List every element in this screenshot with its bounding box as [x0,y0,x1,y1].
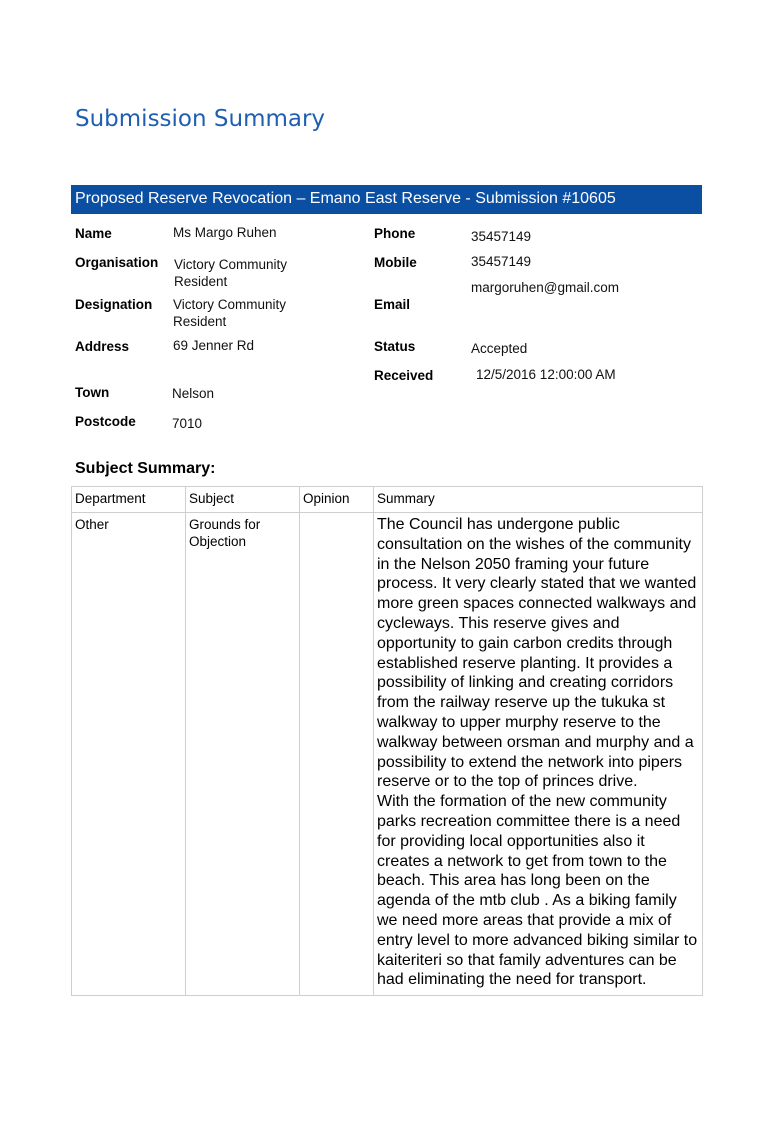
mobile-label: Mobile [374,255,417,270]
town-value: Nelson [172,386,215,401]
column-header-opinion: Opinion [300,487,374,513]
phone-label: Phone [374,226,416,241]
subject-cell: Grounds for Objection [186,513,300,996]
town-label: Town [75,385,110,400]
table-row [72,513,703,996]
status-value: Accepted [471,341,528,356]
subject-summary-table [71,486,703,996]
summary-paragraph-1: The Council has undergone public consultation on the wishes of the community in the Nelson 2050 framing your future process. It very clearly stated that we wanted more green spaces connected walkways and cycleways. This reserve gives and opportunity to gain carbon credits through established reserve planting. It provides a possibility of linking and creating corridors from the railway reserve up the tukuka st walkway to upper murphy reserve to the walkway between orsman and murphy and a possibility to extend the network into pipers reserve or to the top of princes drive. [377,516,697,791]
postcode-value: 7010 [172,416,203,431]
name-label: Name [75,226,112,241]
address-value: 69 Jenner Rd [173,338,255,353]
postcode-label: Postcode [75,414,136,429]
received-value: 12/5/2016 12:00:00 AM [476,367,616,382]
email-value: margoruhen@gmail.com [471,280,620,295]
email-label: Email [374,297,411,312]
organisation-label: Organisation [75,255,159,270]
column-header-subject: Subject [186,487,300,513]
status-label: Status [374,339,416,354]
designation-label: Designation [75,297,153,312]
banner-title: Proposed Reserve Revocation – Emano East Reserve - Submission #10605 [75,190,616,207]
summary-paragraph-2: With the formation of the new community parks recreation committee there is a need for providing local opportunities also it creates a network to get from town to the beach. This area has long been on the agenda of the mtb club . As a biking family we need more areas that provide a mix of entry level to more advanced biking similar to kaiteriteri so that family adventures can be had eliminating the need for transport. [377,793,698,989]
submission-banner [71,185,702,214]
address-label: Address [75,339,130,354]
department-cell: Other [72,513,186,996]
phone-value: 35457149 [471,229,532,244]
table-header-row [72,487,703,513]
opinion-cell [300,513,374,996]
organisation-value: Victory Community Resident [174,257,288,289]
column-header-summary: Summary [374,487,703,513]
name-value: Ms Margo Ruhen [173,225,277,240]
summary-cell [374,513,703,996]
column-header-department: Department [72,487,186,513]
mobile-value: 35457149 [471,254,532,269]
designation-value: Victory Community Resident [173,297,287,329]
page-title: Submission Summary [75,106,326,132]
received-label: Received [374,368,434,383]
subject-summary-heading: Subject Summary: [75,460,216,477]
